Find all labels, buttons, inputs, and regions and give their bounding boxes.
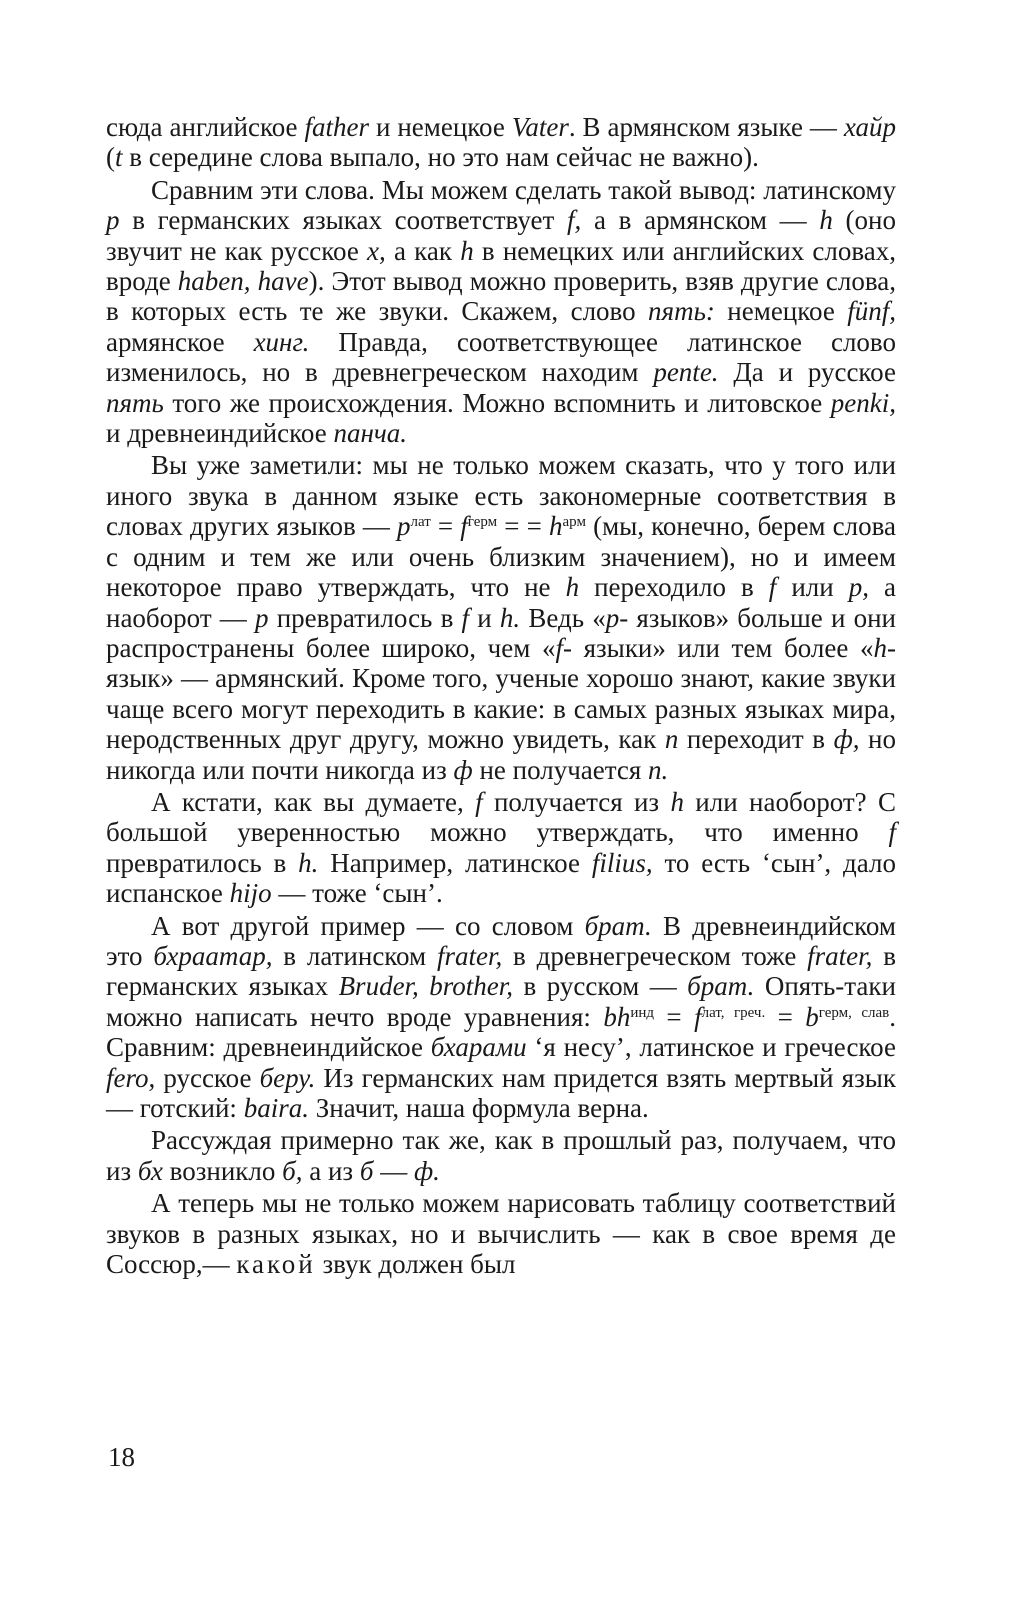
text-run: но никогда или почти никогда из: [106, 724, 897, 785]
text-run: . В армянском языке —: [568, 112, 844, 142]
text-run: возникло: [162, 1155, 283, 1186]
italic-term: f,: [567, 205, 582, 236]
text-run: и немецкое: [368, 112, 512, 142]
italic-term: ф.: [413, 1155, 440, 1186]
text-run: в латинском: [272, 940, 437, 971]
italic-term: п: [664, 724, 679, 755]
italic-term: пять: [106, 387, 164, 418]
text-run: в немецких или английских словах, вроде: [106, 235, 896, 297]
text-run: армянское: [106, 326, 254, 357]
text-run: а наоборот —: [106, 572, 896, 633]
text-run: Сравним эти слова. Мы можем сделать такой вывод: латинскому: [151, 174, 896, 205]
italic-term: haben, have: [177, 266, 309, 297]
italic-term: frater,: [436, 940, 503, 971]
italic-term: f: [475, 786, 483, 817]
italic-term: frater,: [807, 940, 873, 971]
italic-term: брат.: [584, 910, 652, 941]
text-run: =: [765, 1001, 806, 1032]
text-run: Например, латинское: [318, 847, 592, 878]
superscript-label: инд: [630, 1004, 654, 1021]
italic-term: h: [460, 235, 474, 266]
text-run: ‘я несу’, латинское и греческое: [526, 1032, 896, 1063]
italic-term: f: [461, 602, 470, 633]
text-run: — тоже ‘сын’.: [271, 878, 443, 909]
italic-term: h: [670, 786, 684, 817]
italic-term: f: [555, 632, 563, 663]
text-run: Рассуждая примерно так же, как в прошлый раз, получаем, что из: [106, 1125, 896, 1186]
text-run: ). Этот вывод можно проверить, взяв другие слова, в которых есть те же звуки. Скажем, слово: [106, 266, 896, 327]
superscript-label: герм: [467, 514, 498, 531]
italic-term: б,: [282, 1155, 303, 1186]
italic-term: p,: [848, 572, 869, 603]
emphasized-text: какой: [236, 1249, 316, 1280]
page-body: [106, 112, 896, 1279]
text-run: переходит в: [678, 724, 834, 755]
text-run: того же происхождения. Можно вспомнить и литовское: [163, 387, 831, 418]
text-run: звук должен был: [315, 1249, 516, 1280]
text-run: в германских языках: [106, 940, 896, 1002]
italic-term: пять:: [648, 296, 715, 327]
italic-term: p: [605, 602, 620, 633]
text-run: а из: [302, 1155, 360, 1186]
text-run: или наоборот? С большой уверенностью можно утверждать, что именно: [106, 786, 896, 848]
italic-term: Vater: [511, 112, 569, 142]
superscript-label: лат: [410, 514, 431, 531]
text-run: переходило в: [579, 572, 769, 603]
text-run: получается из: [482, 786, 671, 817]
paragraph: [106, 450, 896, 784]
text-run: Правда, соответствующее латинское слово изменилось, но в древнегреческом находим: [106, 326, 896, 388]
italic-term: h.: [298, 847, 319, 878]
text-run: - языков» больше и они распространены более широко, чем «: [106, 602, 896, 663]
italic-term: п.: [648, 754, 669, 785]
italic-term: брат.: [687, 971, 755, 1002]
text-run: (мы, конечно, берем слова с одним и тем же или очень близким значением), но и имеем некоторое право утверждать, что не: [106, 511, 896, 603]
italic-term: беру.: [259, 1062, 316, 1093]
text-run: а как: [385, 235, 461, 266]
text-run: - языки» или тем более «: [562, 632, 874, 663]
italic-term: хайр: [843, 112, 897, 142]
superscript-label: лат, греч.: [701, 1004, 766, 1021]
paragraph: [106, 911, 896, 1124]
italic-term: h: [549, 511, 563, 542]
text-run: и: [469, 602, 500, 633]
text-run: немецкое: [714, 296, 848, 327]
text-run: (оно звучит не как русское: [106, 205, 896, 266]
italic-term: hijo: [229, 878, 272, 909]
text-run: а в армянском —: [581, 205, 820, 236]
italic-term: b: [805, 1001, 819, 1032]
italic-term: baira.: [243, 1093, 309, 1123]
italic-term: p: [255, 602, 269, 633]
text-run: Да и русское: [718, 357, 896, 388]
text-run: Вы уже заметили: мы не только можем сказать, что у того или иного звука в данном языке есть закономерные соответствия в словах других языков —: [106, 450, 896, 542]
italic-term: бхраатар,: [153, 940, 273, 971]
italic-term: father: [304, 112, 369, 142]
text-run: Ведь «: [520, 602, 606, 633]
italic-term: p: [396, 511, 411, 542]
text-run: А вот другой пример — со словом: [151, 910, 585, 941]
text-run: в русском —: [513, 971, 688, 1002]
superscript-label: герм, слав: [818, 1004, 890, 1021]
text-run: =: [654, 1001, 695, 1032]
text-run: - язык» — армянский. Кроме того, ученые хорошо знают, какие звуки чаще всего могут переходить в какие: в самых разных языках мира, неродственных друг другу, можно увидеть, как: [106, 632, 896, 755]
text-run: А теперь мы не только можем нарисовать таблицу соответствий звуков в разных языках, но и вычислить — как в свое время де Соссюр,—: [106, 1188, 896, 1280]
text-run: в древнегреческом тоже: [502, 940, 808, 971]
text-run: =: [430, 511, 461, 542]
italic-term: pente.: [653, 357, 719, 388]
superscript-label: арм: [562, 514, 586, 531]
italic-term: penki,: [830, 387, 896, 418]
text-run: . Сравним: древнеиндийское: [106, 1001, 896, 1063]
text-run: Из германских нам придется взять мертвый язык — готский:: [106, 1062, 897, 1123]
paragraph: [106, 175, 896, 449]
text-run: превратилось в: [106, 847, 299, 878]
text-run: —: [373, 1155, 414, 1186]
italic-term: f: [460, 511, 468, 542]
text-run: русское: [155, 1062, 260, 1093]
italic-term: хинг.: [253, 326, 310, 357]
italic-term: filius,: [591, 847, 653, 878]
page-number: 18: [108, 1442, 135, 1472]
italic-term: f: [768, 572, 777, 603]
paragraph: [106, 112, 896, 173]
italic-term: h: [819, 205, 833, 236]
italic-term: Bruder, brother,: [338, 971, 514, 1002]
italic-term: бх: [137, 1155, 163, 1186]
paragraph: [106, 1188, 896, 1279]
italic-term: h: [565, 572, 580, 603]
text-run: Опять-таки можно написать нечто вроде уравнения:: [106, 971, 896, 1032]
text-run: сюда английское: [106, 112, 305, 142]
italic-term: f: [694, 1001, 702, 1032]
text-run: и древнеиндийское: [106, 418, 334, 449]
italic-term: t: [115, 142, 123, 173]
text-run: в середине слова выпало, но это нам сейчас не важно).: [122, 142, 759, 173]
text-run: А кстати, как вы думаете,: [151, 786, 476, 817]
text-run: или: [776, 572, 849, 603]
text-run: (: [106, 142, 115, 173]
italic-term: fero,: [106, 1062, 156, 1093]
italic-term: p: [106, 205, 120, 236]
italic-term: fünf,: [847, 296, 896, 327]
italic-term: h: [873, 632, 887, 663]
italic-term: h.: [499, 602, 521, 633]
text-run: превратилось в: [268, 602, 462, 633]
italic-term: панча.: [333, 418, 407, 449]
italic-term: bh: [603, 1001, 631, 1032]
text-run: В древнеиндийском это: [106, 910, 896, 971]
paragraph: [106, 1125, 896, 1186]
text-run: не получается: [472, 754, 649, 785]
italic-term: f: [888, 817, 896, 848]
italic-term: ф,: [833, 724, 860, 755]
text-run: в германских языках соответствует: [119, 205, 568, 236]
italic-term: х,: [367, 235, 386, 266]
text-run: то есть ‘сын’, дало испанское: [106, 847, 896, 909]
paragraph: [106, 787, 896, 909]
text-run: = =: [497, 511, 550, 542]
italic-term: б: [359, 1155, 374, 1186]
italic-term: ф: [453, 754, 473, 785]
text-run: Значит, наша формула верна.: [308, 1093, 649, 1123]
italic-term: бхарами: [430, 1032, 527, 1063]
